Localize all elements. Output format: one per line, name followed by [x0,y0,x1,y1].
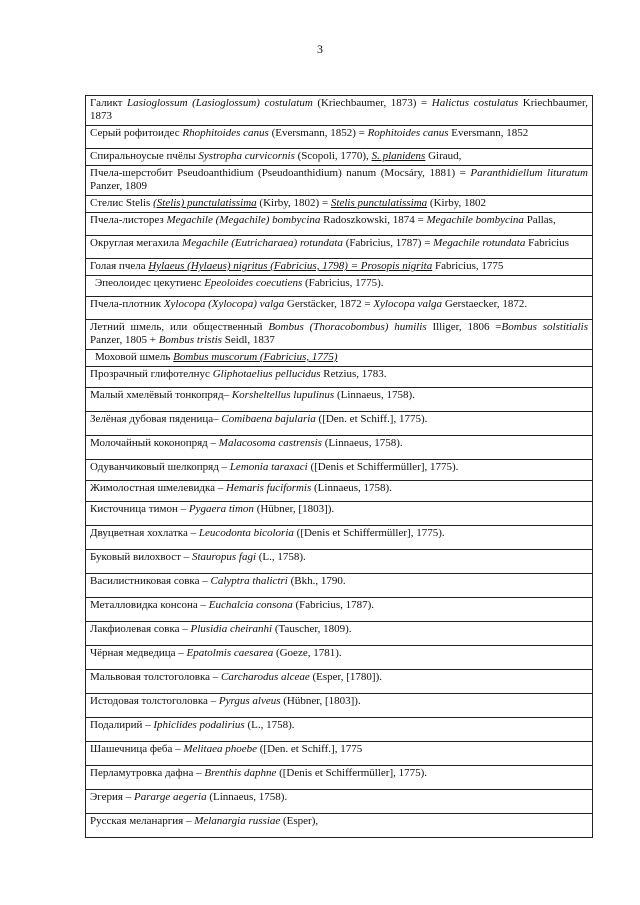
table-row [86,388,593,412]
species-cell: Пчела-шерстобит Pseudoanthidium (Pseudoanthidium) nanum (Mocsáry, 1881) = Paranthidiellum lituratum Panzer, 1809 [86,166,593,196]
species-cell: Мальвовая толстоголовка – Carcharodus alceae (Esper, [1780]). [86,670,593,694]
table-row [86,670,593,694]
table-row [86,196,593,213]
table-row [86,766,593,790]
species-cell: Зелёная дубовая пяденица– Comibaena bajularia ([Den. et Schiff.], 1775). [86,412,593,436]
table-row [86,694,593,718]
species-cell: Молочайный коконопряд – Malacosoma castrensis (Linnaeus, 1758). [86,436,593,460]
species-cell: Шашечница феба – Melitaea phoebe ([Den. et Schiff.], 1775 [86,742,593,766]
table-row [86,622,593,646]
table-row [86,598,593,622]
table-row [86,126,593,149]
table-row [86,149,593,166]
table-row [86,814,593,838]
species-cell: Лакфиолевая совка – Plusidia cheiranhi (Tauscher, 1809). [86,622,593,646]
table-row [86,574,593,598]
table-row [86,166,593,196]
table-row [86,297,593,320]
species-cell: Кисточница тимон – Pygaera timon (Hübner, [1803]). [86,502,593,526]
table-row [86,320,593,350]
species-cell: Летний шмель, или общественный Bombus (Thoracobombus) humilis Illiger, 1806 =Bombus solstitialis Panzer, 1805 + Bombus tristis Seidl, 1837 [86,320,593,350]
species-cell: Пчела-листорез Megachile (Megachile) bombycina Radoszkowski, 1874 = Megachile bombycina Pallas, [86,213,593,236]
species-cell: Русская меланаргия – Melanargia russiae (Esper), [86,814,593,838]
species-cell: Эгерия – Pararge aegeria (Linnaeus, 1758). [86,790,593,814]
species-cell: Металловидка консона – Euchalcia consona (Fabricius, 1787). [86,598,593,622]
species-cell: Подалирий – Iphiclides podalirius (L., 1758). [86,718,593,742]
table-row [86,646,593,670]
table-row [86,460,593,481]
species-cell: Жимолостная шмелевидка – Hemaris fuciformis (Linnaeus, 1758). [86,481,593,502]
species-cell: Малый хмелёвый тонкопряд– Korsheltellus lupulinus (Linnaeus, 1758). [86,388,593,412]
table-row [86,276,593,297]
species-cell: Двуцветная хохлатка – Leucodonta bicoloria ([Denis et Schiffermüller], 1775). [86,526,593,550]
table-row [86,481,593,502]
species-table [85,95,593,838]
species-cell: Одуванчиковый шелкопряд – Lemonia taraxaci ([Denis et Schiffermüller], 1775). [86,460,593,481]
table-row [86,96,593,126]
species-cell: Прозрачный глифотелнус Gliphotaelius pellucidus Retzius, 1783. [86,367,593,388]
table-row [86,259,593,276]
species-cell: Чёрная медведица – Epatolmis caesarea (Goeze, 1781). [86,646,593,670]
species-cell: Эпеолоидес цекутиенс Epeoloides coecutiens (Fabricius, 1775). [86,276,593,297]
table-row [86,436,593,460]
table-row [86,236,593,259]
species-cell: Буковый вилохвост – Stauropus fagi (L., 1758). [86,550,593,574]
table-row [86,502,593,526]
species-cell: Округлая мегахила Megachile (Eutricharaea) rotundata (Fabricius, 1787) = Megachile rotundata Fabricius [86,236,593,259]
table-row [86,412,593,436]
table-row [86,350,593,367]
table-row [86,742,593,766]
species-cell: Истодовая толстоголовка – Pyrgus alveus (Hübner, [1803]). [86,694,593,718]
table-row [86,790,593,814]
table-row [86,367,593,388]
species-cell: Спиральноусые пчёлы Systropha curvicornis (Scopoli, 1770), S. planidens Giraud, [86,149,593,166]
species-cell: Голая пчела Hylaeus (Hylaeus) nigritus (Fabricius, 1798) = Prosopis nigrita Fabricius, 1775 [86,259,593,276]
table-row [86,718,593,742]
species-cell: Моховой шмель Bombus muscorum (Fabricius, 1775) [86,350,593,367]
species-cell: Галикт Lasioglossum (Lasioglossum) costulatum (Kriechbaumer, 1873) = Halictus costulatus Kriechbaumer, 1873 [86,96,593,126]
species-cell: Перламутровка дафна – Brenthis daphne ([Denis et Schiffermüller], 1775). [86,766,593,790]
species-cell: Пчела-плотник Xylocopa (Xylocopa) valga Gerstäcker, 1872 = Xylocopa valga Gerstaecker, 1872. [86,297,593,320]
table-row [86,213,593,236]
species-cell: Стелис Stelis (Stelis) punctulatissima (Kirby, 1802) = Stelis punctulatissima (Kirby, 1802 [86,196,593,213]
page-number: 3 [317,42,323,56]
table-row [86,526,593,550]
species-cell: Василистниковая совка – Calyptra thalictri (Bkh., 1790. [86,574,593,598]
species-cell: Серый рофитоидес Rhophitoides canus (Eversmann, 1852) = Rophitoides canus Eversmann, 1852 [86,126,593,149]
table-row [86,550,593,574]
